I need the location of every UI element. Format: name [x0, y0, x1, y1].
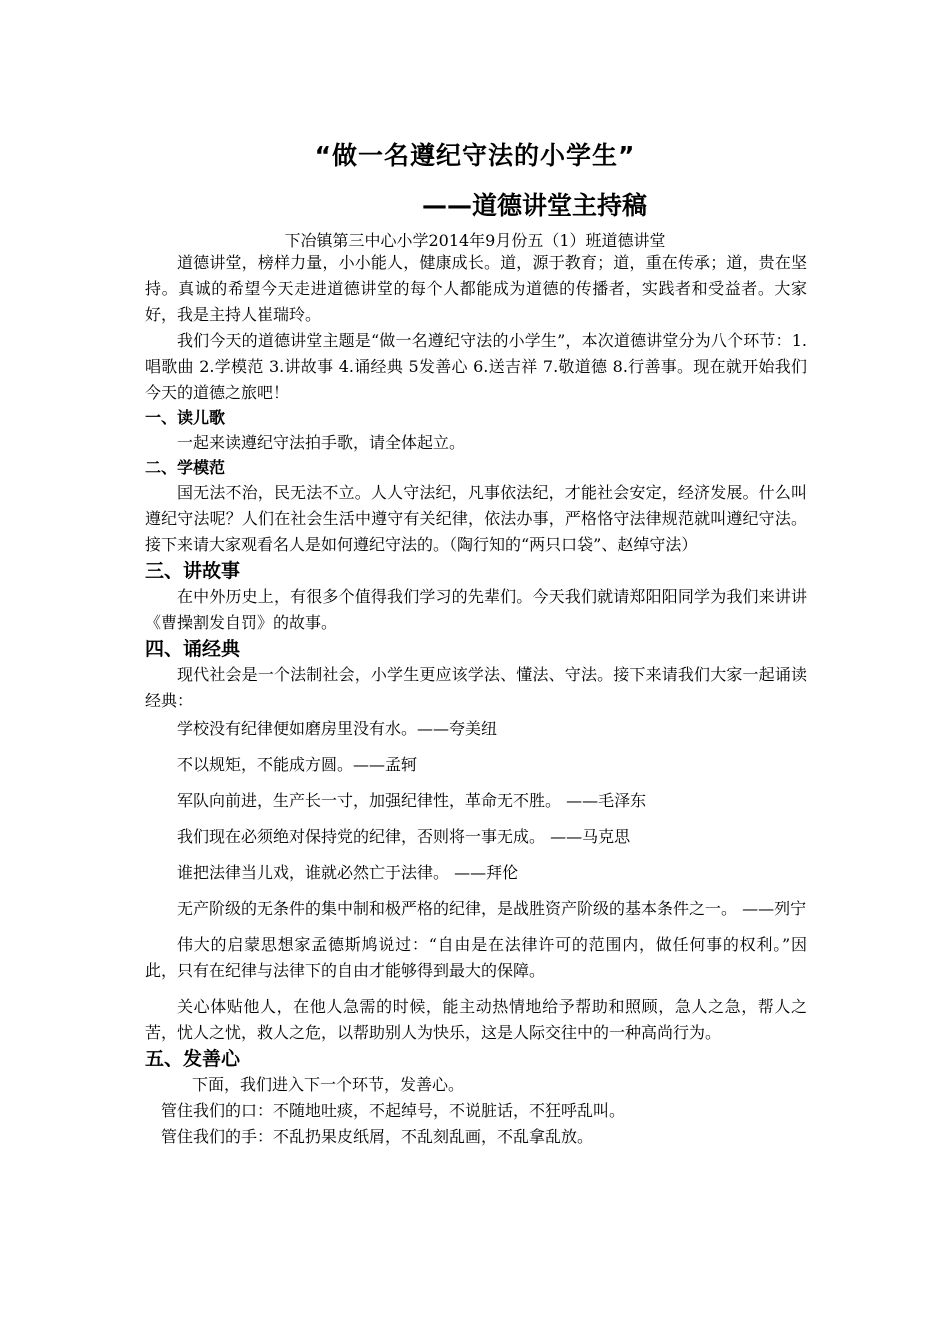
intro-paragraph: 我们今天的道德讲堂主题是“做一名遵纪守法的小学生”，本次道德讲堂分为八个环节：1.唱歌曲 2.学模范 3.讲故事 4.诵经典 5发善心 6.送吉祥 7.敬道德 8.行善事。现在就开始我们今天的道德之旅吧！	[145, 331, 807, 402]
section-heading-tell-story: 三、讲故事	[145, 560, 241, 582]
classic-quote: 军队向前进，生产长一寸，加强纪律性，革命无不胜。 ——毛泽东	[177, 791, 647, 810]
section-heading-learn-model: 二、学模范	[145, 458, 226, 477]
document-body	[145, 250, 807, 1150]
section-text-read-rhyme: 一起来读遵纪守法拍手歌，请全体起立。	[177, 433, 466, 452]
section-heading-kindness: 五、发善心	[145, 1048, 241, 1070]
section-heading-read-rhyme: 一、读儿歌	[145, 408, 226, 427]
document-byline: 下冶镇第三中心小学2014年9月份五（1）班道德讲堂	[284, 231, 666, 250]
kindness-rule: 管住我们的口：不随地吐痰，不起绰号，不说脏话，不狂呼乱叫。	[161, 1101, 626, 1120]
section-text-kindness: 下面，我们进入下一个环节，发善心。	[192, 1075, 465, 1094]
classic-quote: 谁把法律当儿戏，谁就必然亡于法律。 ——拜伦	[177, 863, 519, 882]
section-text-recite-classics: 现代社会是一个法制社会，小学生更应该学法、懂法、守法。接下来请我们大家一起诵读经典：	[145, 665, 807, 710]
section-heading-recite-classics: 四、诵经典	[145, 638, 241, 660]
classic-quote: 关心体贴他人，在他人急需的时候，能主动热情地给予帮助和照顾，急人之急，帮人之苦，忧人之忧，救人之危，以帮助别人为快乐，这是人际交往中的一种高尚行为。	[145, 997, 807, 1042]
section-text-learn-model: 国无法不治，民无法不立。人人守法纪，凡事依法纪，才能社会安定，经济发展。什么叫遵纪守法呢？人们在社会生活中遵守有关纪律，依法办事，严格恪守法律规范就叫遵纪守法。接下来请大家观看名人是如何遵纪守法的。（陶行知的“两只口袋”、赵绰守法）	[145, 483, 807, 554]
kindness-rule: 管住我们的手：不乱扔果皮纸屑，不乱刻乱画，不乱拿乱放。	[161, 1127, 594, 1146]
classic-quote: 学校没有纪律便如磨房里没有水。——夸美纽	[177, 719, 498, 738]
document-title: “做一名遵纪守法的小学生”	[314, 141, 636, 170]
document-subtitle: ——道德讲堂主持稿	[422, 191, 648, 220]
intro-paragraph: 道德讲堂，榜样力量，小小能人，健康成长。道，源于教育；道，重在传承；道，贵在坚持。真诚的希望今天走进道德讲堂的每个人都能成为道德的传播者，实践者和受益者。大家好，我是主持人崔瑞玲。	[145, 253, 807, 324]
classic-quote: 我们现在必须绝对保持党的纪律，否则将一事无成。 ——马克思	[177, 827, 631, 846]
section-text-tell-story: 在中外历史上，有很多个值得我们学习的先辈们。今天我们就请郑阳阳同学为我们来讲讲《曹操割发自罚》的故事。	[145, 587, 807, 632]
classic-quote: 无产阶级的无条件的集中制和极严格的纪律，是战胜资产阶级的基本条件之一。 ——列宁	[177, 899, 807, 918]
classic-quote: 伟大的启蒙思想家孟德斯鸠说过：“自由是在法律许可的范围内，做任何事的权利。”因此，只有在纪律与法律下的自由才能够得到最大的保障。	[145, 935, 807, 980]
classic-quote: 不以规矩，不能成方圆。——孟轲	[177, 755, 418, 774]
